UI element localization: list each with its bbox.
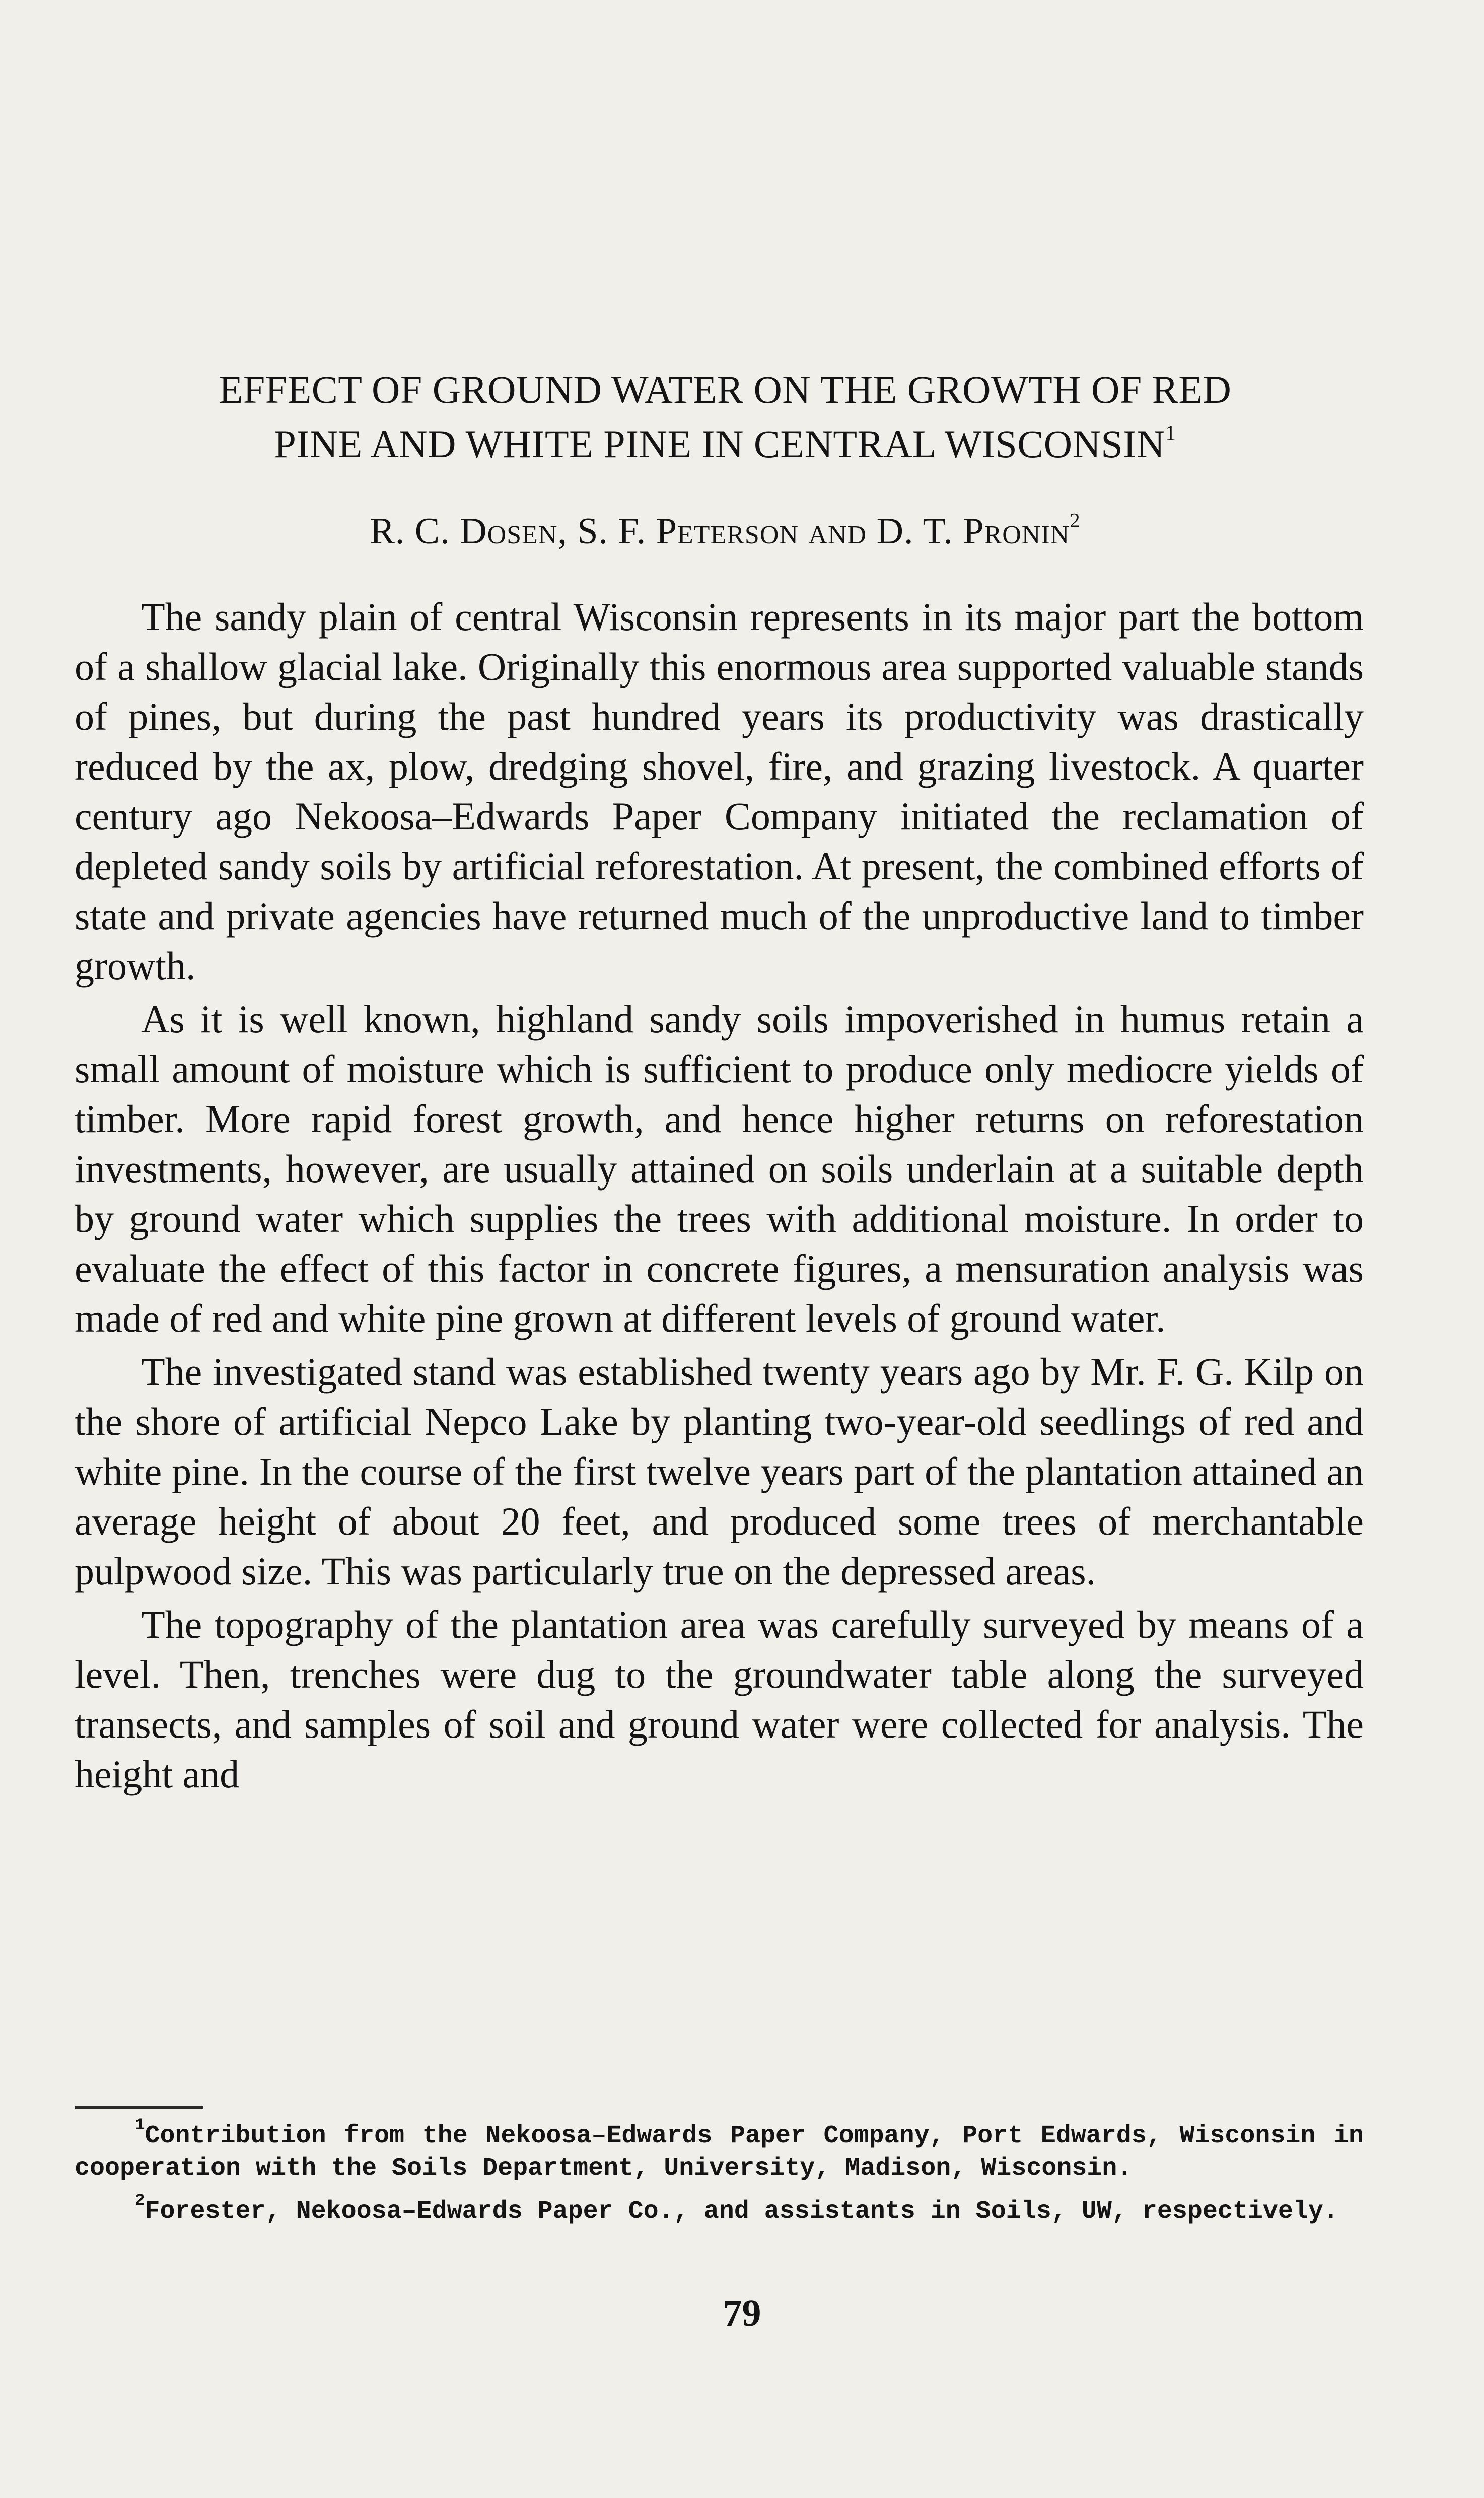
footnote-ref-1[interactable]: 1 — [1165, 421, 1176, 445]
footnote-divider — [75, 2106, 203, 2109]
title-line-2 — [76, 417, 1375, 471]
footnote-text: Contribution from the Nekoosa–Edwards Paper Company, Port Edwards, Wisconsin in cooperation with the Soils Department, University, Madison, Wisconsin. — [75, 2122, 1364, 2183]
page-number: 79 — [723, 2292, 761, 2334]
title-line-1: EFFECT OF GROUND WATER ON THE GROWTH OF RED — [219, 368, 1232, 411]
footnotes — [75, 2116, 1364, 2239]
article-body — [75, 592, 1364, 1802]
footnote-1 — [75, 2116, 1364, 2185]
footnote-marker: 1 — [135, 2116, 145, 2134]
body-paragraph: The sandy plain of central Wisconsin represents in its major part the bottom of a shallow glacial lake. Originally this enormous area supported valuable stands of pines, but during the past hundred years its productivity was drastically reduced by the ax, plow, dredging shovel, fire, and grazing livestock. A quarter century ago Nekoosa–Edwards Paper Company initiated the reclamation of depleted sandy soils by artificial reforestation. At present, the combined efforts of state and private agencies have returned much of the unproductive land to timber growth. — [75, 595, 1364, 988]
title-line-2-text: PINE AND WHITE PINE IN CENTRAL WISCONSIN — [274, 422, 1165, 466]
footnote-2 — [75, 2191, 1364, 2228]
footnote-ref-2[interactable]: 2 — [1070, 509, 1081, 532]
author-names: R. C. Dosen, S. F. Peterson and D. T. Pronin — [370, 511, 1070, 552]
author-line — [76, 506, 1375, 557]
body-paragraph: The topography of the plantation area was carefully surveyed by means of a level. Then, trenches were dug to the groundwater table along the surveyed transects, and samples of soil and ground water were collected for analysis. The height and — [75, 1603, 1364, 1796]
footnote-marker: 2 — [135, 2191, 145, 2210]
footnote-text: Forester, Nekoosa–Edwards Paper Co., and assistants in Soils, UW, respectively. — [145, 2197, 1338, 2226]
body-paragraph: The investigated stand was established twenty years ago by Mr. F. G. Kilp on the shore of artificial Nepco Lake by planting two-year-old seedlings of red and white pine. In the course of the first twelve years part of the plantation attained an average height of about 20 feet, and produced some trees of merchantable pulpwood size. This was particularly true on the depressed areas. — [75, 1350, 1364, 1593]
body-paragraph: As it is well known, highland sandy soils impoverished in humus retain a small amount of moisture which is sufficient to produce only mediocre yields of timber. More rapid forest growth, and hence higher returns on reforestation investments, however, are usually attained on soils underlain at a suitable depth by ground water which supplies the trees with additional moisture. In order to evaluate the effect of this factor in concrete figures, a mensuration analysis was made of red and white pine grown at different levels of ground water. — [75, 997, 1364, 1340]
article-title — [76, 363, 1375, 471]
